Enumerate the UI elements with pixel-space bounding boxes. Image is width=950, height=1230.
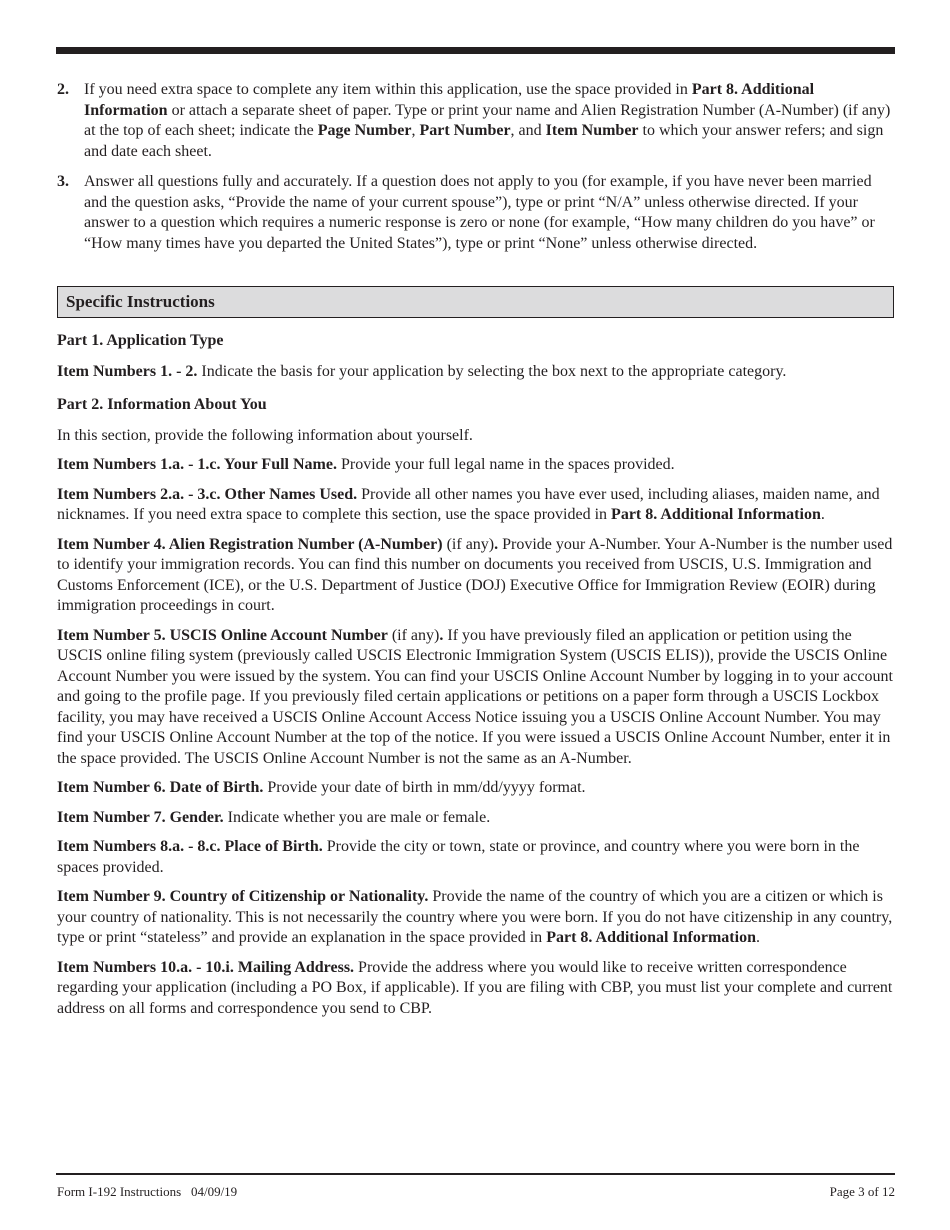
instruction-paragraph (57, 887, 895, 949)
numbered-item (57, 172, 895, 254)
body-text: Provide the city or town, state or province, and country where you were born in the spaces provided. (57, 838, 860, 876)
bold-text: Item Number 5. USCIS Online Account Number (57, 626, 388, 644)
instruction-paragraph (57, 485, 895, 526)
item-number: 2. (57, 81, 69, 98)
bold-text: Item Number 6. Date of Birth. (57, 779, 264, 796)
body-text: If you need extra space to complete any item within this application, use the space provided in (84, 81, 692, 98)
section-title: Specific Instructions (66, 291, 215, 311)
part-heading: Part 2. Information About You (57, 396, 267, 413)
bold-text: Item Numbers 2.a. - 3.c. Other Names Used. (57, 485, 358, 503)
instruction-paragraph (57, 426, 895, 447)
body-text: or attach a separate sheet of paper. Type or print your name and Alien Registration Number (A-Number) (if any) at the top of each sheet; indicate the (84, 101, 891, 139)
body-text: In this section, provide the following information about yourself. (57, 426, 473, 444)
body-text: , and (510, 122, 546, 139)
item-number: 3. (57, 173, 69, 190)
body-text: Provide your full legal name in the spaces provided. (336, 456, 675, 473)
document-body (57, 80, 895, 1028)
body-text: Provide the address where you would like to receive written correspondence regarding your application (including a PO Box, if applicable). If you are filing with CBP, you must list your complete and current address on all forms and correspondence you send to CBP. (57, 958, 893, 1017)
body-text: (if any) (387, 626, 440, 644)
bold-text: Item Number (545, 122, 639, 139)
bottom-rule (56, 1173, 895, 1175)
bold-text: Part 8. Additional Information (611, 506, 821, 523)
body-text: If you have previously filed an application or petition using the USCIS online filing system (previously called USCIS Electronic Immigration System (USCIS ELIS)), provide the USCIS Online Account Number you were issued by the system. You can find your USCIS Online Account Number by logging in to your account and going to the profile page. If you previously filed certain applications or petitions on a paper form through a USCIS Lockbox facility, you may have received a USCIS Online Account Access Notice issuing you a USCIS Online Account Number. You may find your USCIS Online Account Number at the top of the notice. If you were issued a USCIS Online Account Number, enter it in the space provided. The USCIS Online Account Number is not the same as an A-Number. (57, 626, 893, 767)
body-text: , (411, 122, 420, 139)
footer-form-id: Form I-192 Instructions 04/09/19 (57, 1184, 238, 1199)
item-text (84, 80, 895, 162)
body-text: Provide all other names you have ever used, including aliases, maiden name, and nicknames. If you need extra space to complete this section, use the space provided in (57, 485, 880, 523)
instruction-paragraph (57, 455, 895, 476)
bold-text: Item Number 9. Country of Citizenship or Nationality. (57, 888, 429, 905)
instruction-paragraph (57, 778, 895, 799)
bold-text: Page Number (317, 122, 412, 139)
instruction-paragraph (57, 535, 895, 617)
part-heading: Part 1. Application Type (57, 332, 224, 349)
instruction-paragraph (57, 958, 895, 1020)
bold-text: Item Numbers 1.a. - 1.c. Your Full Name. (57, 456, 337, 473)
instruction-paragraph (57, 362, 895, 383)
specific-instructions (57, 331, 895, 1019)
item-text (84, 172, 895, 254)
body-text: . (820, 506, 825, 523)
bold-text: . (439, 626, 444, 644)
bold-text: Item Number 4. Alien Registration Number (A-Number) (57, 535, 443, 553)
bold-text: . (494, 535, 499, 553)
body-text: to which your answer refers; and sign and date each sheet. (84, 122, 884, 160)
body-text: Answer all questions fully and accurately. If a question does not apply to you (for example, if you have never been married and the question asks, “Provide the name of your current spouse”), type or print “N/A” unless otherwise directed. If your answer to a question which requires a numeric response is zero or none (for example, “How many children do you have” or “How many times have you departed the United States”), type or print “None” unless otherwise directed. (84, 173, 875, 252)
body-text: Provide your date of birth in mm/dd/yyyy format. (263, 779, 586, 796)
body-text: Indicate whether you are male or female. (223, 808, 491, 826)
general-instructions-list (57, 80, 895, 254)
section-header (57, 286, 894, 318)
bold-text: Item Numbers 1. - 2. (57, 362, 198, 380)
bold-text: Part 8. Additional Information (84, 81, 815, 119)
bold-text: Part 8. Additional Information (546, 929, 756, 946)
instruction-paragraph (57, 626, 895, 770)
body-text: (if any) (442, 535, 495, 553)
bold-text: Item Numbers 10.a. - 10.i. Mailing Address. (57, 958, 355, 976)
instruction-paragraph (57, 837, 895, 878)
bold-text: Item Numbers 8.a. - 8.c. Place of Birth. (57, 838, 323, 855)
instruction-paragraph (57, 808, 895, 829)
body-text: Provide your A-Number. Your A-Number is the number used to identify your immigration records. You can find this number on documents you received from USCIS, U.S. Immigration and Customs Enforcement (ICE), or the U.S. Department of Justice (DOJ) Executive Office for Immigration Review (EOIR) during immigration proceedings in court. (57, 535, 893, 614)
bold-text: Item Number 7. Gender. (57, 808, 224, 826)
page-footer (57, 1184, 895, 1200)
body-text: . (755, 929, 760, 946)
numbered-item (57, 80, 895, 162)
top-rule (56, 47, 895, 54)
bold-text: Part Number (419, 122, 511, 139)
footer-page-number: Page 3 of 12 (829, 1184, 895, 1199)
body-text: Indicate the basis for your application by selecting the box next to the appropriate category. (197, 362, 787, 380)
body-text: Provide the name of the country of which you are a citizen or which is your country of nationality. This is not necessarily the country where you were born. If you do not have citizenship in any country, type or print “stateless” and provide an explanation in the space provided in (57, 888, 893, 946)
